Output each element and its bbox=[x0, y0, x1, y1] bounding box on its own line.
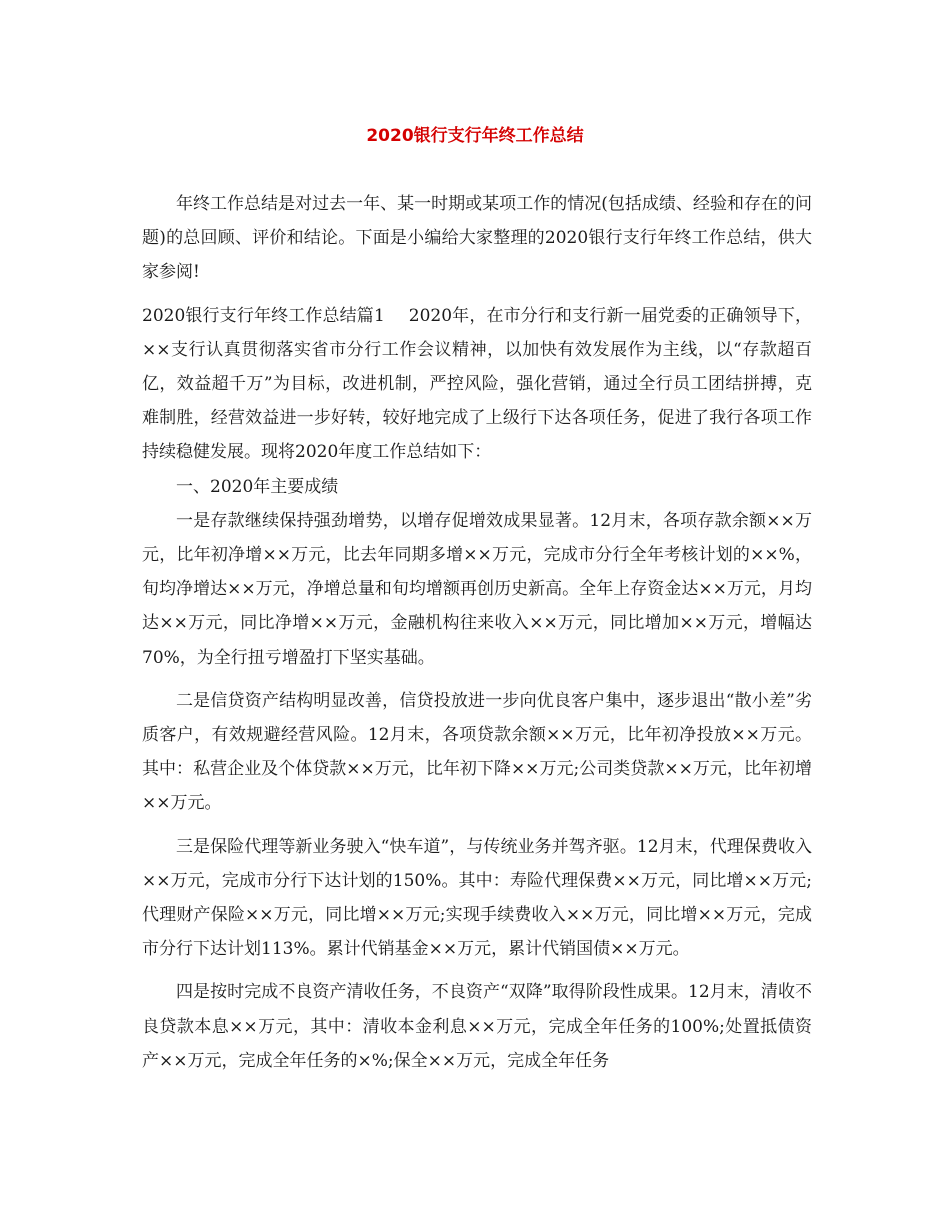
achievement-paragraph-2: 二是信贷资产结构明显改善，信贷投放进一步向优良客户集中，逐步退出“散小差”劣质客户，有效规避经营风险。12月末，各项贷款余额××万元，比年初净投放××万元。其中：私营企业及个体贷款××万元，比年初下降××万元;公司类贷款××万元，比年初增××万元。 bbox=[142, 690, 812, 814]
achievement-paragraph-3: 三是保险代理等新业务驶入“快车道”，与传统业务并驾齐驱。12月末，代理保费收入××万元，完成市分行下达计划的150%。其中：寿险代理保费××万元，同比增××万元;代理财产保险××万元，同比增××万元;实现手续费收入××万元，同比增××万元，完成市分行下达计划113%。累计代销基金××万元，累计代销国债××万元。 bbox=[142, 836, 812, 960]
section-heading: 一、2020年主要成绩 bbox=[176, 476, 339, 497]
article-lead-paragraph bbox=[142, 299, 812, 470]
intro-paragraph: 年终工作总结是对过去一年、某一时期或某项工作的情况(包括成绩、经验和存在的问题)的总回顾、评价和结论。下面是小编给大家整理的2020银行支行年终工作总结，供大家参阅! bbox=[142, 194, 812, 283]
achievement-paragraph-1: 一是存款继续保持强劲增势，以增存促增效成果显著。12月末，各项存款余额××万元，比年初净增××万元，比去年同期多增××万元，完成市分行全年考核计划的××%，旬均净增达××万元，净增总量和旬均增额再创历史新高。全年上存资金达××万元，月均达××万元，同比净增××万元，金融机构往来收入××万元，同比增加××万元，增幅达70%，为全行扭亏增盈打下坚实基础。 bbox=[142, 510, 812, 668]
document-body bbox=[142, 187, 812, 1078]
document-title: 2020银行支行年终工作总结 bbox=[366, 126, 584, 146]
article-lead-text: 2020年，在市分行和支行新一届党委的正确领导下，××支行认真贯彻落实省市分行工作会议精神，以加快有效发展作为主线，以“存款超百亿，效益超千万”为目标，改进机制，严控风险，强化营销，通过全行员工团结拼搏，克难制胜，经营效益进一步好转，较好地完成了上级行下达各项任务，促进了我行各项工作持续稳健发展。现将2020年度工作总结如下： bbox=[142, 305, 812, 463]
article-label: 2020银行支行年终工作总结篇1 bbox=[142, 305, 385, 326]
achievement-paragraph-4: 四是按时完成不良资产清收任务，不良资产“双降”取得阶段性成果。12月末，清收不良贷款本息××万元，其中：清收本金利息××万元，完成全年任务的100%;处置抵债资产××万元，完成全年任务的×%;保全××万元，完成全年任务 bbox=[142, 982, 812, 1071]
